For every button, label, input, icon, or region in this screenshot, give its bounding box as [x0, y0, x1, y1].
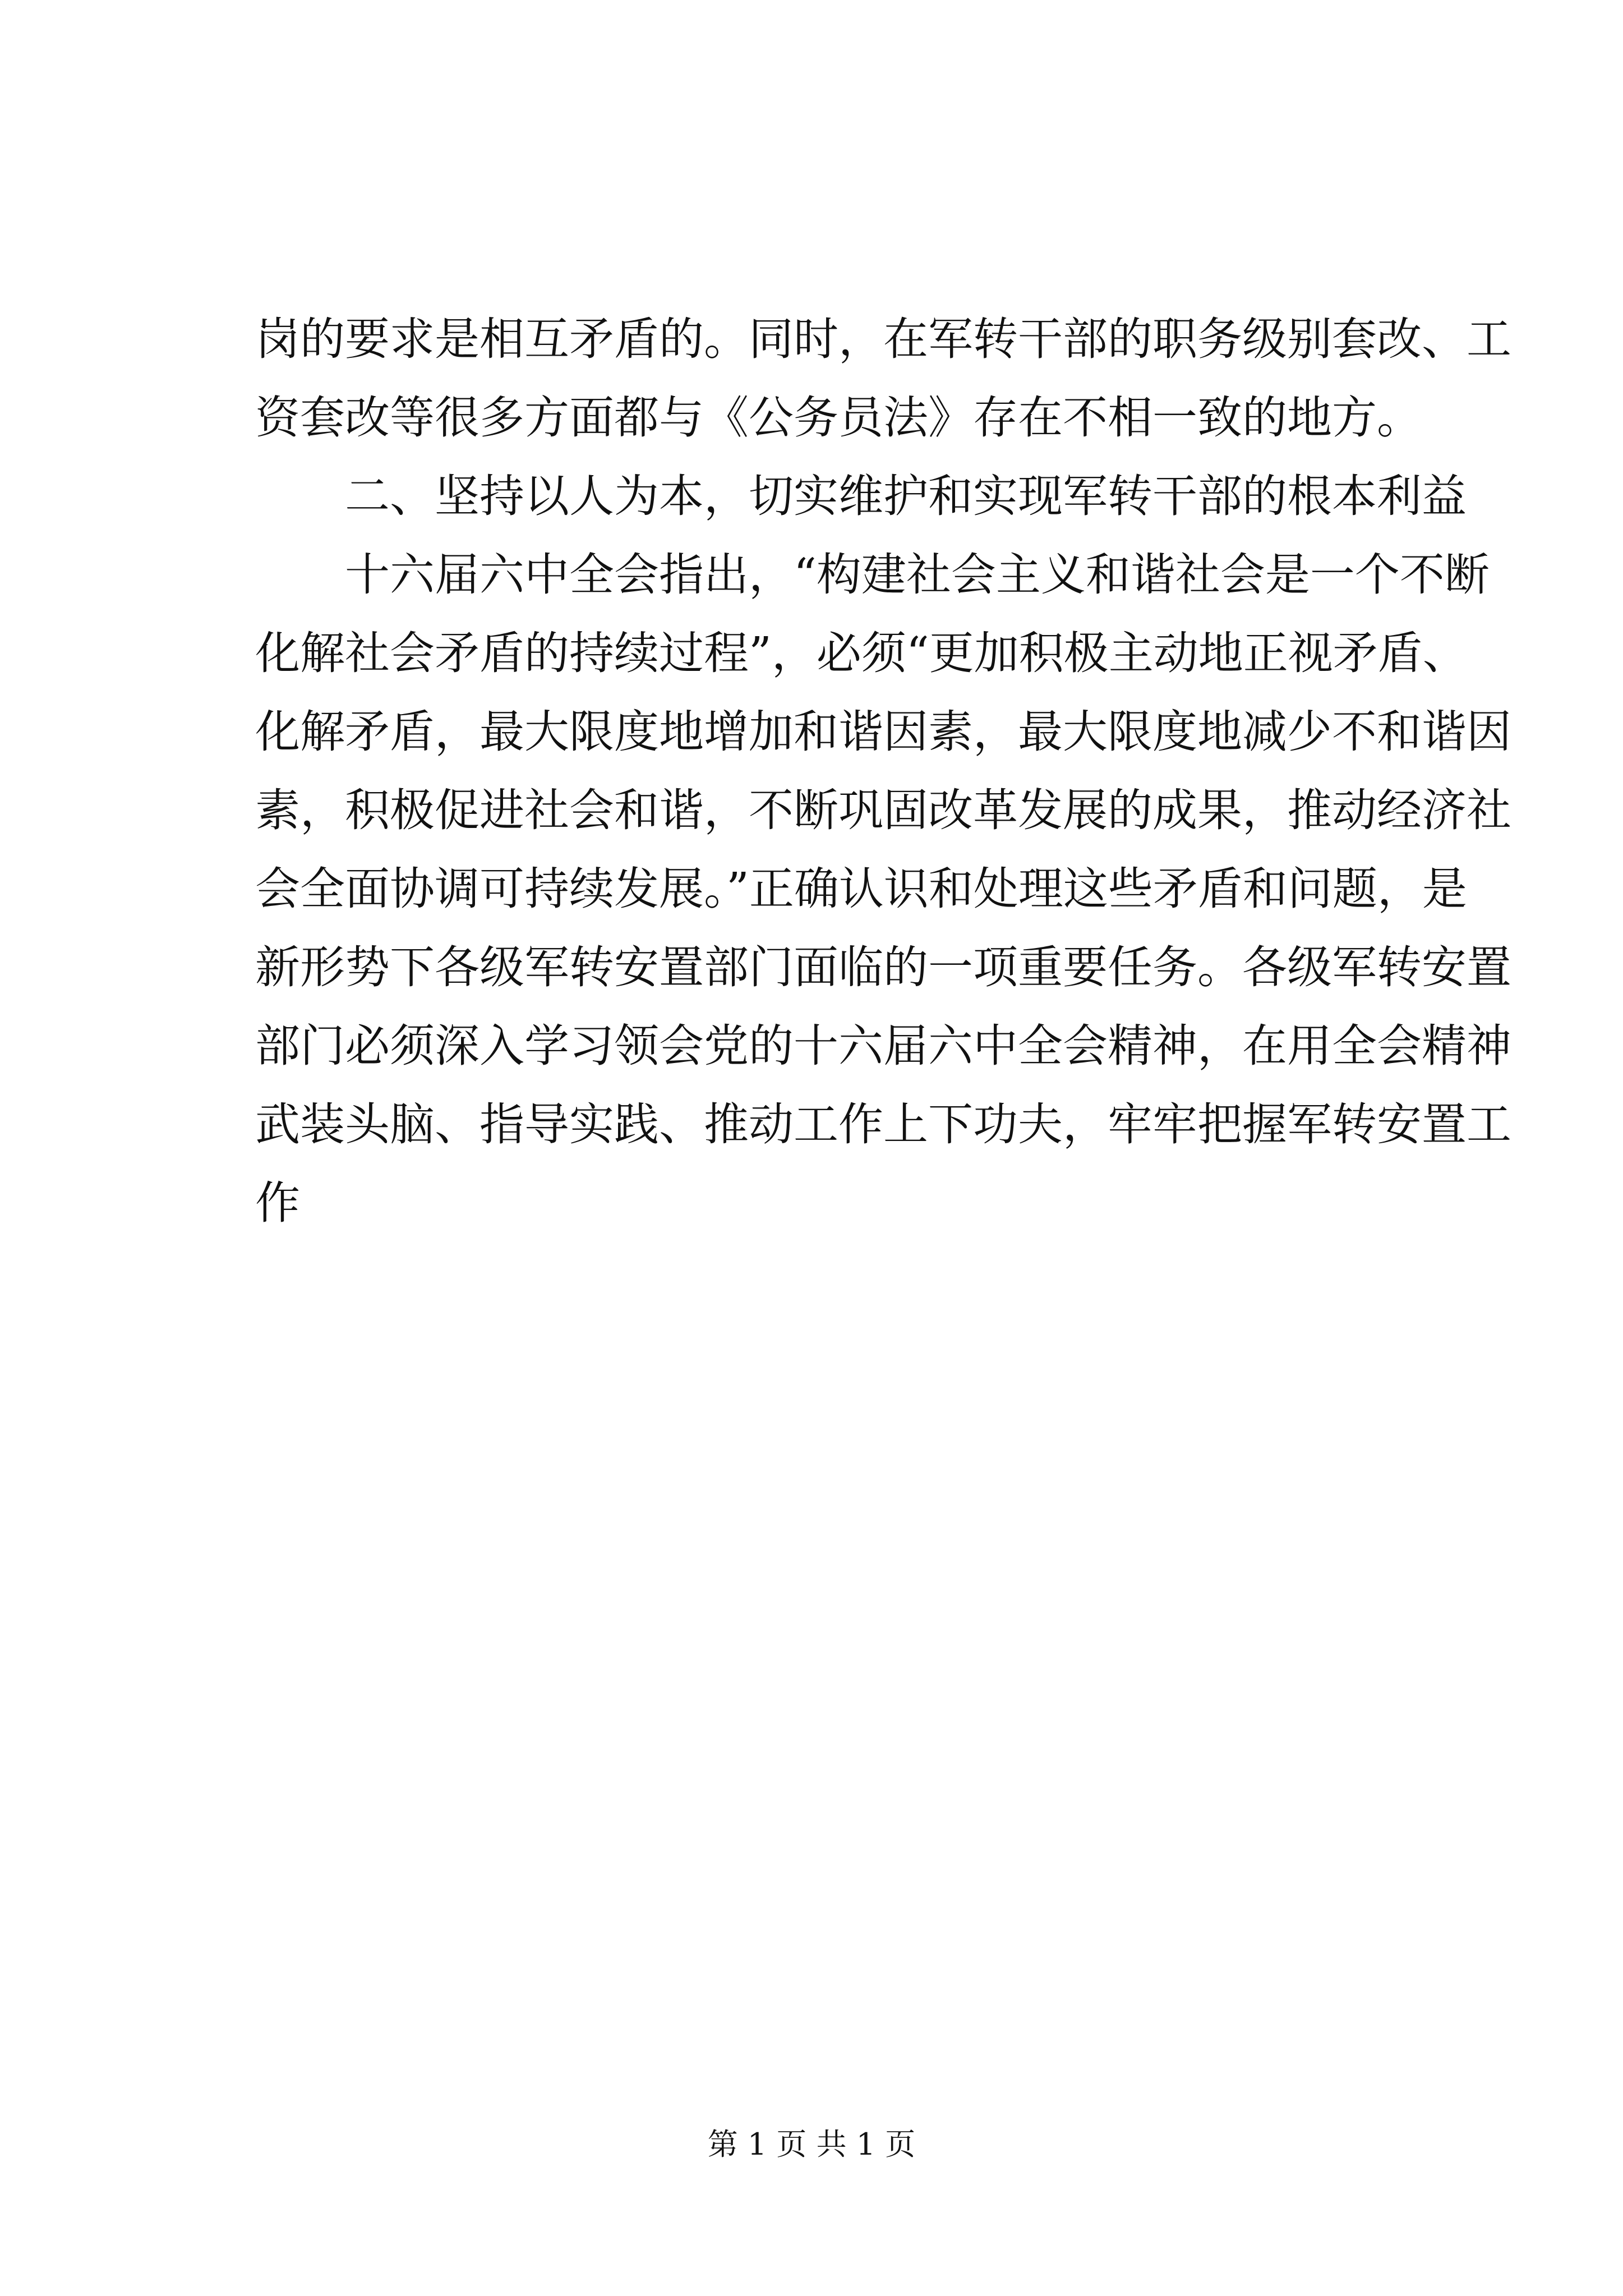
- body-text-line: 化解社会矛盾的持续过程”，必须“更加积极主动地正视矛盾、: [255, 627, 1468, 679]
- body-text-line: 岗的要求是相互矛盾的。同时，在军转干部的职务级别套改、工: [255, 313, 1511, 365]
- section-heading: 二、坚持以人为本，切实维护和实现军转干部的根本利益: [345, 470, 1467, 522]
- body-text-line: 资套改等很多方面都与《公务员法》存在不相一致的地方。: [255, 392, 1422, 444]
- body-text-line: 作: [255, 1177, 300, 1229]
- body-text-line: 武装头脑、指导实践、推动工作上下功夫，牢牢把握军转安置工: [255, 1098, 1511, 1151]
- page-number-footer: 第 1 页 共 1 页: [707, 2127, 916, 2162]
- body-text-line: 化解矛盾，最大限度地增加和谐因素，最大限度地减少不和谐因: [255, 706, 1511, 758]
- body-text-line: 部门必须深入学习领会党的十六届六中全会精神，在用全会精神: [255, 1020, 1511, 1072]
- body-text-line: 十六届六中全会指出，“构建社会主义和谐社会是一个不断: [345, 549, 1490, 601]
- body-text-line: 会全面协调可持续发展。”正确认识和处理这些矛盾和问题，是: [255, 863, 1467, 915]
- body-text-line: 新形势下各级军转安置部门面临的一项重要任务。各级军转安置: [255, 941, 1511, 993]
- body-text-line: 素，积极促进社会和谐，不断巩固改革发展的成果，推动经济社: [255, 784, 1511, 836]
